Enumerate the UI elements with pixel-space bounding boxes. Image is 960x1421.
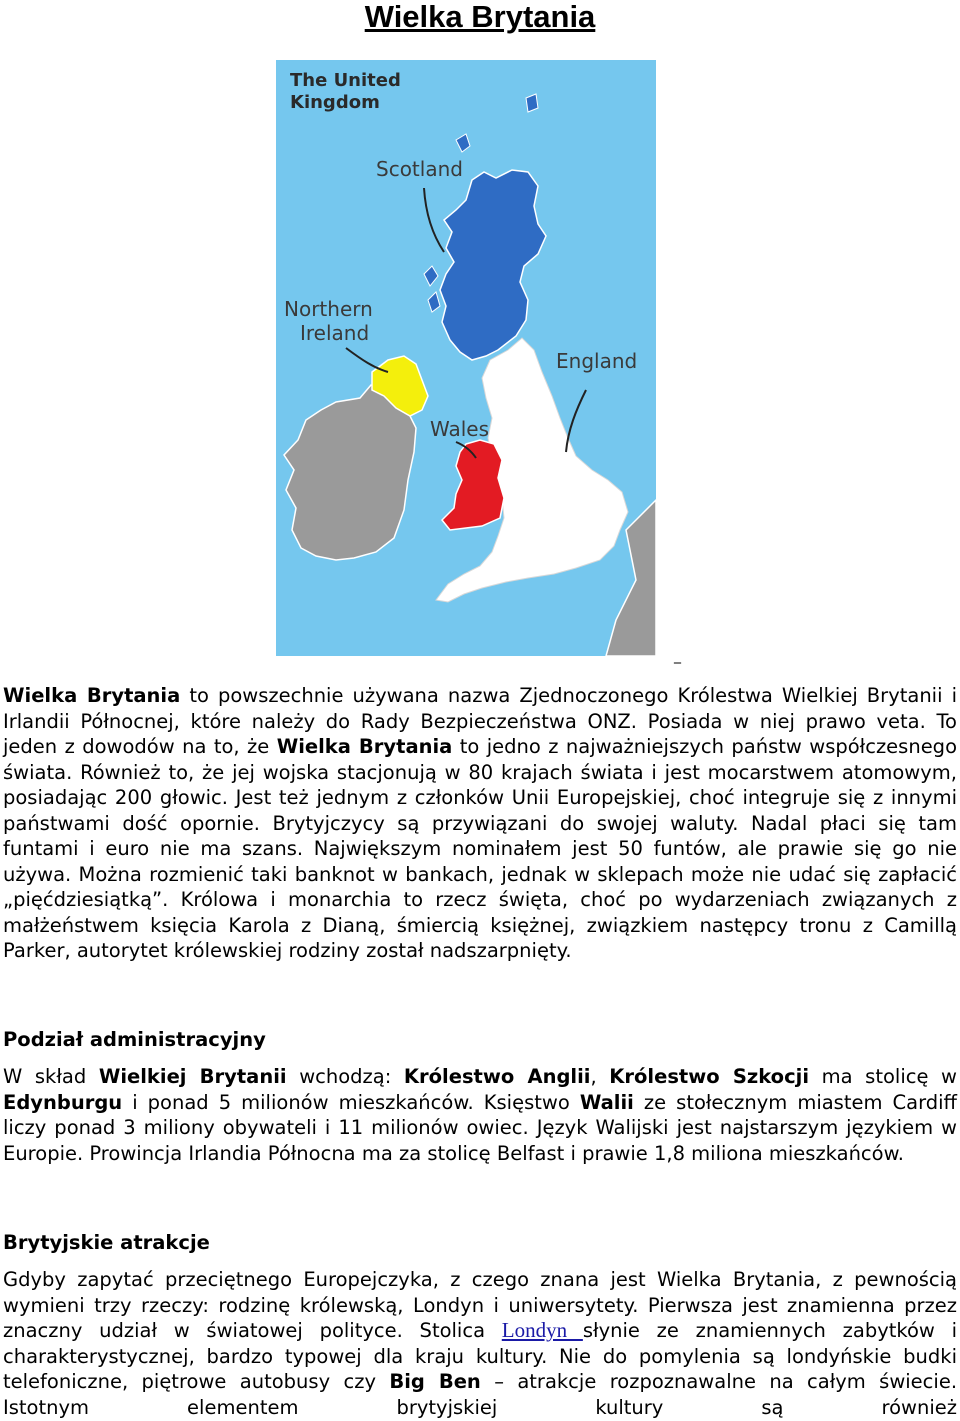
label-england: England bbox=[556, 349, 638, 373]
attractions-heading: Brytyjskie atrakcje bbox=[3, 1231, 210, 1254]
admin-text-2: wchodzą: bbox=[286, 1065, 404, 1088]
admin-text-5: i ponad 5 milionów mieszkańców. Księstwo bbox=[122, 1090, 580, 1114]
attractions-text-2: słynie ze znamiennych zabytków i charakterystycznej, bardzo typowej dla kraju kultury. Nie do pomylenia są londyńskie budki telefoniczne, piętrowe autobusy czy bbox=[3, 1319, 958, 1393]
admin-bold-1: Wielkiej Brytanii bbox=[98, 1065, 287, 1088]
page-title: Wielka Brytania bbox=[364, 0, 596, 34]
admin-text-1: W skład bbox=[3, 1065, 99, 1088]
label-wales: Wales bbox=[430, 417, 490, 441]
intro-paragraph bbox=[3, 683, 957, 964]
attractions-bold-1: Big Ben bbox=[389, 1370, 481, 1393]
stray-mark: _ bbox=[674, 648, 681, 664]
admin-bold-2: Królestwo Anglii bbox=[403, 1065, 591, 1088]
admin-text-6: ze stołecznym miastem Cardiff liczy ponad 3 miliony obywateli i 11 milionów owiec. Język Walijski jest najstarszym językiem w Europie. Prowincja Irlandia Północna ma za stolicę Belfast i prawie 1,8 miliona mieszkańców. bbox=[3, 1090, 957, 1165]
admin-paragraph bbox=[3, 1064, 957, 1166]
intro-text-1: to powszechnie używana nazwa Zjednoczonego Królestwa Wielkiej Brytanii i Irlandii Północnej, które należy do Rady Bezpieczeństwa ONZ. Posiada w niej prawo veta. To jeden z dowodów na to, że bbox=[3, 684, 957, 758]
label-northern-ireland-2: Ireland bbox=[300, 321, 370, 345]
admin-bold-4: Edynburgu bbox=[3, 1090, 123, 1114]
intro-text-2: to jedno z najważniejszych państw współczesnego świata. Również to, że jej wojska stacjonują w 80 krajach świata i jest mocarstwem atomowym, posiadając 200 głowic. Jest też jednym z członków Unii Europejskiej, choć integruje się z innymi państwami dość opornie. Brytyjczycy są przywiązani do swojej waluty. Nadal płaci się tam funtami i euro nie ma szans. Największym nominałem jest 50 funtów, ale prawie się go nie używa. Można rozmienić taki banknot w bankach, jednak w sklepach może nie udać się zapłacić „pięćdziesiątką”. Królowa i monarchia to rzecz święta, choć po wydarzeniach związanych z małżeństwem księcia Karola z Dianą, śmiercią księżnej, związkiem następcy tronu z Camillą Parker, autorytet królewskiej rodziny został nadszarpnięty. bbox=[3, 735, 957, 962]
label-scotland: Scotland bbox=[376, 157, 463, 181]
admin-text-3: , bbox=[590, 1065, 610, 1088]
intro-bold-2: Wielka Brytania bbox=[276, 735, 453, 758]
intro-bold-1: Wielka Brytania bbox=[3, 684, 181, 707]
map-title-line1: The United bbox=[290, 70, 401, 91]
uk-map bbox=[276, 60, 656, 656]
label-northern-ireland-1: Northern bbox=[284, 297, 373, 321]
londyn-link[interactable]: Londyn bbox=[501, 1318, 583, 1342]
admin-heading: Podział administracyjny bbox=[3, 1028, 266, 1051]
attractions-paragraph bbox=[3, 1267, 957, 1420]
admin-bold-5: Walii bbox=[579, 1090, 634, 1114]
admin-bold-3: Królestwo Szkocji bbox=[609, 1065, 810, 1088]
map-title-line2: Kingdom bbox=[290, 92, 380, 113]
attractions-text-3: – atrakcje rozpoznawalne na całym świecie. Istotnym elementem brytyjskiej kultury są również bbox=[3, 1370, 958, 1419]
admin-text-4: ma stolicę w bbox=[809, 1065, 958, 1088]
attractions-text-1: Gdyby zapytać przeciętnego Europejczyka, z czego znana jest Wielka Brytania, z pewnością wymieni trzy rzeczy: rodzinę królewską, Londyn i uniwersytety. Pierwsza jest znamienna przez znaczny udział w światowej polityce. Stolica bbox=[3, 1268, 957, 1342]
